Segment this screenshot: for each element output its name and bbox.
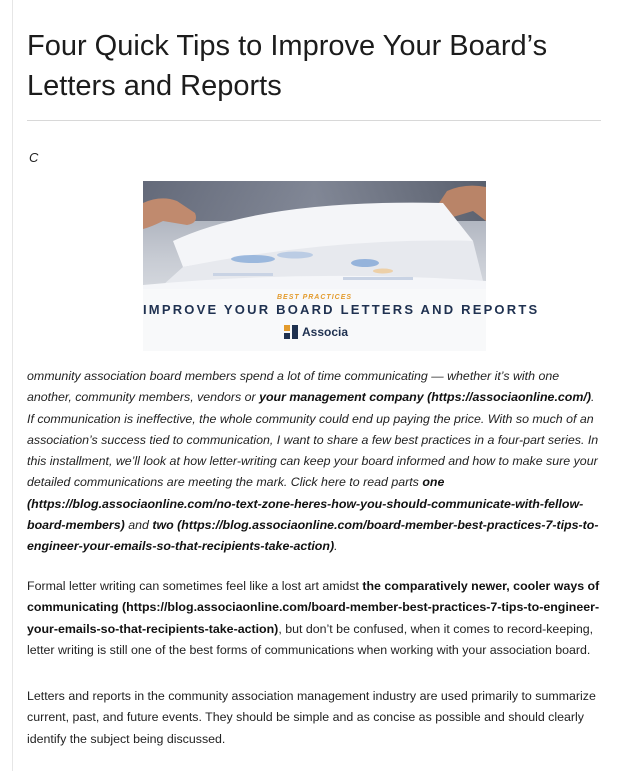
article-title: Four Quick Tips to Improve Your Board’s Letters and Reports: [27, 30, 548, 102]
formal-text-1: Formal letter writing can sometimes feel like a lost art amidst: [27, 579, 363, 593]
intro-text-1: ommunity association board members spend a lot of time communicating — whether it’s with one another, community members, vendors or: [27, 369, 560, 405]
link-newer-ways[interactable]: the comparatively newer, cooler ways of communicating (https://blog.associaonline.com/board-member-best-practices-7-tips-to-engineer-your-emails-so-that-recipients-take-action): [27, 579, 600, 636]
associa-logo-icon: [284, 325, 298, 339]
associa-logo: [284, 324, 348, 340]
intro-text-2: . If communication is ineffective, the whole community could end up paying the price. With so much of an association’s success tied to communication, I want to share a few best practices in a four-part series. In this installment, we’ll look at how letter-writing can keep your board informed and how to make sure your detailed communications are meeting the mark. Click here to read parts: [27, 390, 599, 490]
paragraph-letters-reports: [27, 686, 604, 750]
intro-text-3: and: [124, 518, 153, 533]
hero-image: [143, 181, 540, 351]
paragraph-intro: [27, 366, 604, 558]
hero-headline: IMPROVE YOUR BOARD LETTERS AND REPORTS: [143, 302, 540, 317]
link-management-company[interactable]: your management company (https://associaonline.com/): [259, 390, 591, 405]
intro-text-4: .: [334, 539, 338, 554]
associa-brand: Associa: [302, 325, 349, 339]
link-part-one[interactable]: one (https://blog.associaonline.com/no-text-zone-heres-how-you-should-communicate-with-fellow-board-members): [27, 475, 584, 533]
formal-text-2: , but don’t be confused, when it comes to record-keeping, letter writing is still one of the best forms of communications when working with your association board.: [27, 621, 594, 657]
left-border: [12, 0, 13, 771]
hero-kicker: BEST PRACTICES: [276, 294, 353, 301]
drop-cap: C: [29, 150, 39, 165]
link-part-two[interactable]: two (https://blog.associaonline.com/board-member-best-practices-7-tips-to-engineer-your-emails-so-that-recipients-take-action): [27, 518, 599, 554]
title-divider: [27, 120, 601, 121]
paragraph-formal-letters: [27, 576, 604, 661]
reports-text-1: Letters and reports in the community association management industry are used primarily to summarize current, past, and future events. They should be simple and as concise as possible and should clearly identify the subject being discussed.: [27, 689, 596, 746]
